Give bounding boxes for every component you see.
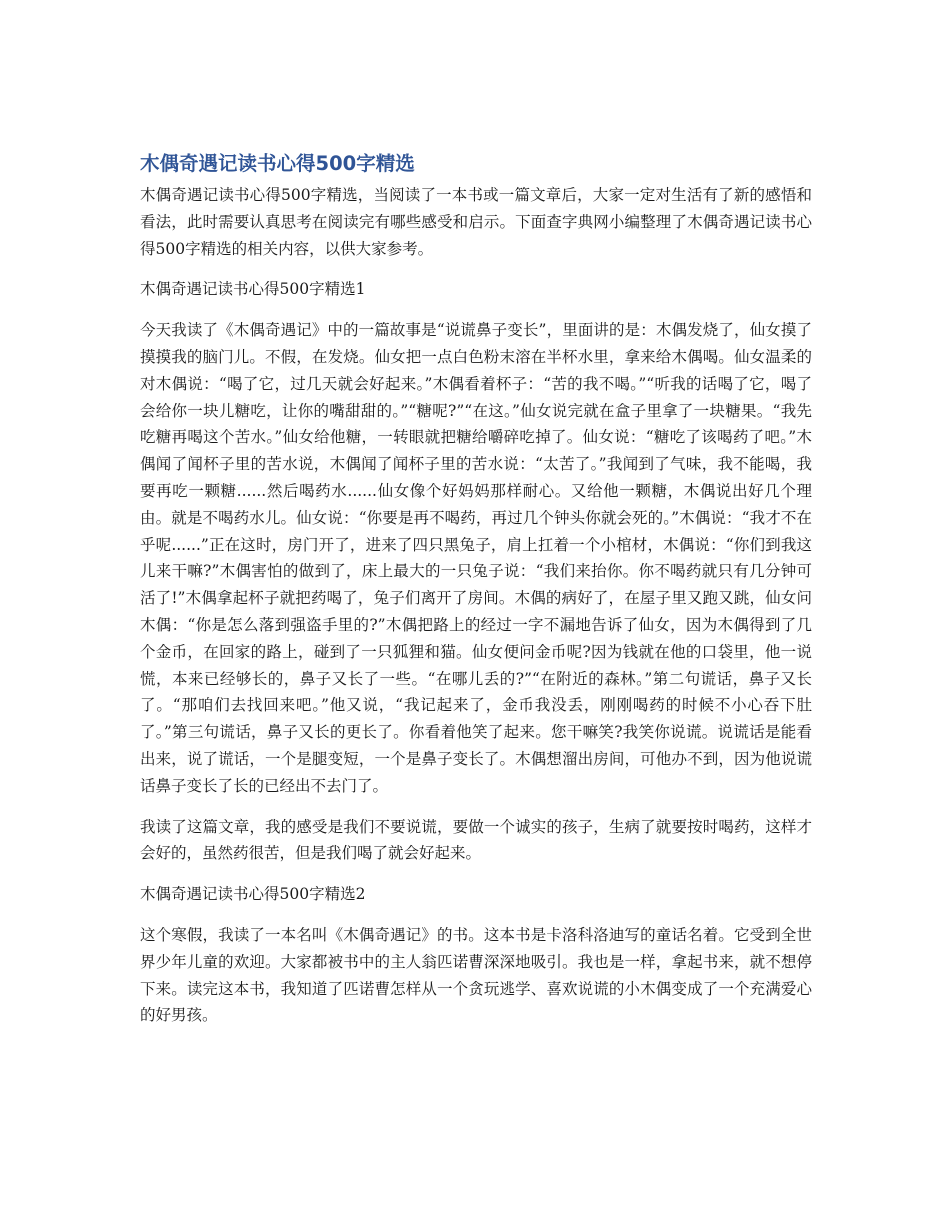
section-1-paragraph-1: 今天我读了《木偶奇遇记》中的一篇故事是“说谎鼻子变长”，里面讲的是：木偶发烧了，仙女摸了摸摸我的脑门儿。不假，在发烧。仙女把一点白色粉末溶在半杯水里，拿来给木偶喝。仙女温柔的对木偶说：“喝了它，过几天就会好起来。”木偶看着杯子：“苦的我不喝。”“听我的话喝了它，喝了会给你一块儿糖吃，让你的嘴甜甜的。”“糖呢?”“在这。”仙女说完就在盒子里拿了一块糖果。“我先吃糖再喝这个苦水。”仙女给他糖，一转眼就把糖给嚼碎吃掉了。仙女说：“糖吃了该喝药了吧。”木偶闻了闻杯子里的苦水说，木偶闻了闻杯子里的苦水说：“太苦了。”我闻到了气味，我不能喝，我要再吃一颗糖......然后喝药水......仙女像个好妈妈那样耐心。又给他一颗糖，木偶说出好几个理由。就是不喝药水儿。仙女说：“你要是再不喝药，再过几个钟头你就会死的。”木偶说：“我才不在乎呢......”正在这时，房门开了，进来了四只黑兔子，肩上扛着一个小棺材，木偶说：“你们到我这儿来干嘛?”木偶害怕的做到了，床上最大的一只兔子说：“我们来抬你。你不喝药就只有几分钟可活了!”木偶拿起杯子就把药喝了，兔子们离开了房间。木偶的病好了，在屋子里又跑又跳，仙女问木偶：“你是怎么落到强盗手里的?”木偶把路上的经过一字不漏地告诉了仙女，因为木偶得到了几个金币，在回家的路上，碰到了一只狐狸和猫。仙女便问金币呢?因为钱就在他的口袋里，他一说慌，本来已经够长的，鼻子又长了一些。“在哪儿丢的?”“在附近的森林。”第二句谎话，鼻子又长了。“那咱们去找回来吧。”他又说，“我记起来了，金币我没丢，刚刚喝药的时候不小心吞下肚了。”第三句谎话，鼻子又长的更长了。你看着他笑了起来。您干嘛笑?我笑你说谎。说谎话是能看出来，说了谎话，一个是腿变短，一个是鼻子变长了。木偶想溜出房间，可他办不到，因为他说谎话鼻子变长了长的已经出不去门了。 [140, 321, 812, 795]
section-1-heading: 木偶奇遇记读书心得500字精选1 [140, 280, 366, 299]
section-1-paragraph-2: 我读了这篇文章，我的感受是我们不要说谎，要做一个诚实的孩子，生病了就要按时喝药，这样才会好的，虽然药很苦，但是我们喝了就会好起来。 [140, 817, 812, 863]
document-page [140, 150, 812, 1043]
document-title: 木偶奇遇记读书心得500字精选 [140, 152, 415, 175]
section-2-heading: 木偶奇遇记读书心得500字精选2 [140, 885, 366, 904]
intro-paragraph: 木偶奇遇记读书心得500字精选，当阅读了一本书或一篇文章后，大家一定对生活有了新的感悟和看法，此时需要认真思考在阅读完有哪些感受和启示。下面查字典网小编整理了木偶奇遇记读书心得500字精选的相关内容，以供大家参考。 [140, 186, 812, 258]
section-2-paragraph-1: 这个寒假，我读了一本名叫《木偶奇遇记》的书。这本书是卡洛科洛迪写的童话名着。它受到全世界少年儿童的欢迎。大家都被书中的主人翁匹诺曹深深地吸引。我也是一样，拿起书来，就不想停下来。读完这本书，我知道了匹诺曹怎样从一个贪玩逃学、喜欢说谎的小木偶变成了一个充满爱心的好男孩。 [140, 925, 812, 1025]
